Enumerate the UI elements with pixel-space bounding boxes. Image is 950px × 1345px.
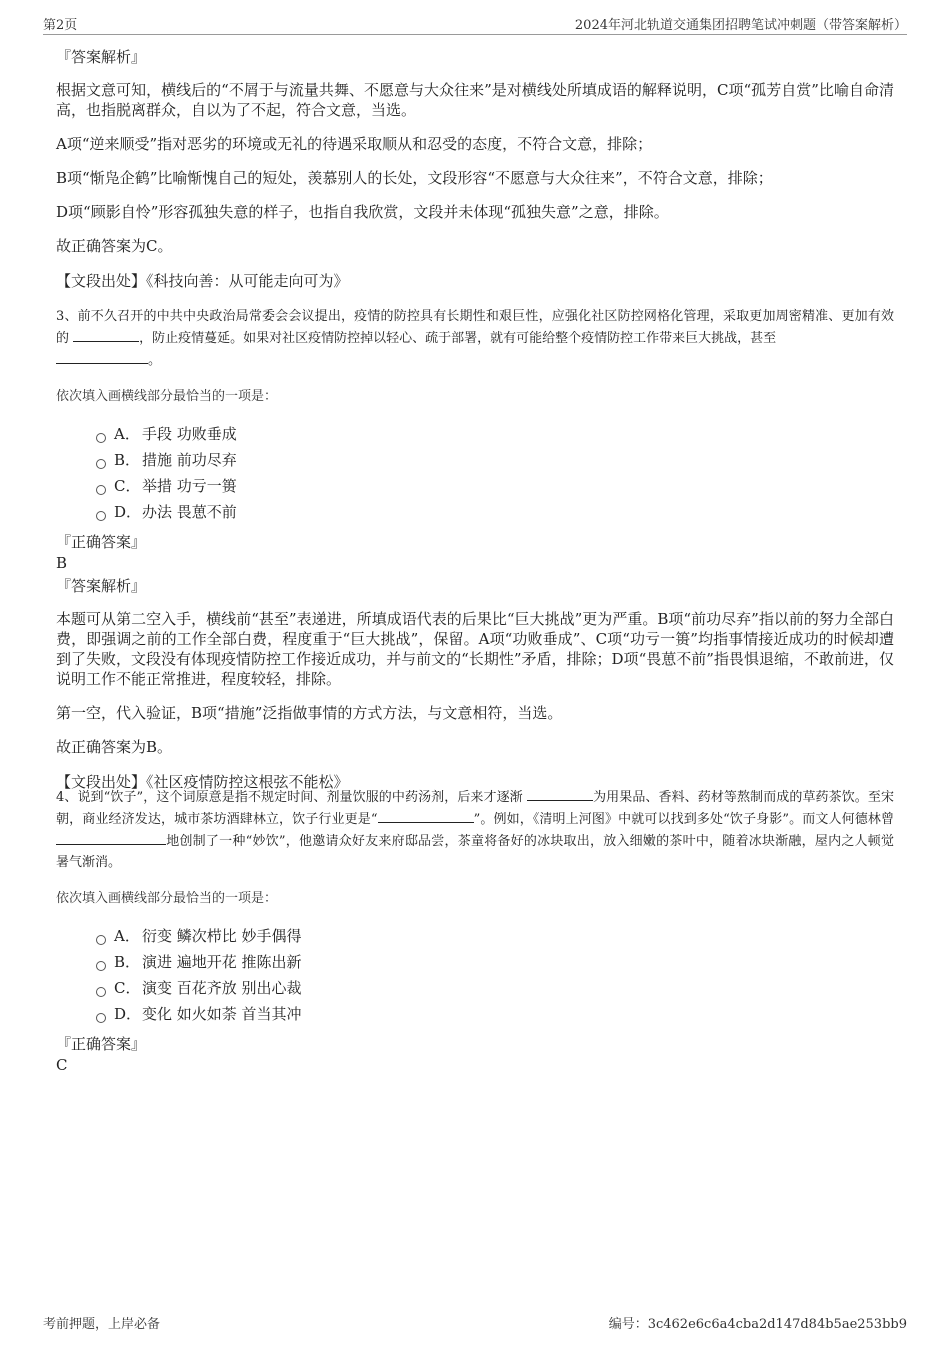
- correct-answer: C: [56, 1056, 68, 1074]
- option-text: 演变 百花齐放 别出心裁: [142, 979, 302, 997]
- question-text-part: 地创制了一种“妙饮”，他邀请众好友来府邸品尝，茶童将备好的冰块取出，放入细嫩的茶叶中，随着冰块渐融，屋内之人顿觉暑气渐消。: [56, 834, 894, 870]
- question-text-part: 3、前不久召开的中共中央政治局常委会会议提出，疫情的防控具有长期性和艰巨性，应强化社区防控网格化管理，采取更加周密精准、更加有效的: [56, 309, 894, 346]
- fill-blank: [527, 786, 593, 801]
- source-line: [56, 270, 894, 292]
- option-b[interactable]: [96, 949, 894, 975]
- source-prefix: 【文段出处】: [56, 773, 147, 791]
- fill-blank: [56, 830, 166, 845]
- code-value: 3c462e6c6a4cba2d147d84b5ae253bb9: [647, 1317, 907, 1332]
- source-title: 《科技向善：从可能走向可为》: [146, 272, 349, 290]
- page-header: [43, 12, 907, 35]
- analysis-paragraph: 第一空，代入验证，B项“措施”泛指做事情的方式方法，与文意相符，当选。: [56, 704, 563, 722]
- page-footer: [43, 1310, 907, 1334]
- option-text: 办法 畏葸不前: [142, 503, 237, 521]
- page-number: 第2页: [43, 18, 78, 33]
- radio-icon[interactable]: [96, 459, 106, 469]
- radio-icon[interactable]: [96, 961, 106, 971]
- question-4: [56, 786, 894, 1075]
- correct-answer-label: 『正确答案』: [56, 533, 147, 551]
- analysis-paragraph: 故正确答案为C。: [56, 237, 173, 255]
- source-prefix: 【文段出处】: [56, 272, 147, 290]
- question-text-part: 。: [148, 353, 162, 368]
- question-text-part: ”。例如，《清明上河图》中就可以找到多处“饮子身影”。而文人何德林曾: [473, 812, 894, 827]
- question-prompt: 依次填入画横线部分最恰当的一项是：: [56, 891, 278, 906]
- option-text: 衍变 鳞次栉比 妙手偶得: [142, 927, 302, 945]
- q2-analysis-section: [56, 44, 894, 292]
- option-letter: B．: [114, 953, 141, 971]
- analysis-paragraph: B项“惭凫企鹤”比喻惭愧自己的短处，羡慕别人的长处，文段形容“不愿意与大众往来”，不符合文意，排除；: [56, 169, 773, 187]
- question-text-part: 4、说到“饮子”，这个词原意是指不规定时间、剂量饮服的中药汤剂，后来才逐渐: [56, 790, 523, 805]
- option-letter: D．: [114, 503, 142, 521]
- radio-icon[interactable]: [96, 433, 106, 443]
- source-title: 《社区疫情防控这根弦不能松》: [146, 773, 349, 791]
- footer-slogan: 考前押题，上岸必备: [43, 1317, 161, 1332]
- analysis-paragraph: 根据文意可知，横线后的“不屑于与流量共舞、不愿意与大众往来”是对横线处所填成语的解释说明，C项“孤芳自赏”比喻自命清高，也指脱离群众，自以为了不起，符合文意，当选。: [56, 81, 894, 119]
- question-3: [56, 306, 894, 793]
- option-b[interactable]: [96, 447, 894, 473]
- option-letter: C．: [114, 477, 141, 495]
- option-text: 措施 前功尽弃: [142, 451, 237, 469]
- option-d[interactable]: [96, 1001, 894, 1027]
- option-letter: B．: [114, 451, 141, 469]
- document-code: [609, 1313, 907, 1332]
- options-list: [96, 923, 894, 1027]
- option-text: 手段 功败垂成: [142, 425, 237, 443]
- option-text: 演进 遍地开花 推陈出新: [142, 953, 302, 971]
- radio-icon[interactable]: [96, 511, 106, 521]
- correct-answer: B: [56, 554, 68, 572]
- option-c[interactable]: [96, 473, 894, 499]
- question-prompt: 依次填入画横线部分最恰当的一项是：: [56, 389, 278, 404]
- option-letter: C．: [114, 979, 141, 997]
- fill-blank: [378, 808, 474, 823]
- question-text-part: ，防止疫情蔓延。如果对社区疫情防控掉以轻心、疏于部署，就有可能给整个疫情防控工作带来巨大挑战，甚至: [139, 331, 777, 346]
- analysis-label: 『答案解析』: [56, 48, 147, 66]
- radio-icon[interactable]: [96, 987, 106, 997]
- correct-answer-label: 『正确答案』: [56, 1035, 147, 1053]
- option-c[interactable]: [96, 975, 894, 1001]
- question-text: [56, 306, 894, 371]
- option-text: 变化 如火如荼 首当其冲: [142, 1005, 302, 1023]
- option-letter: A．: [114, 927, 140, 945]
- analysis-paragraph: 故正确答案为B。: [56, 738, 173, 756]
- option-a[interactable]: [96, 421, 894, 447]
- option-d[interactable]: [96, 499, 894, 525]
- analysis-paragraph: A项“逆来顺受”指对恶劣的环境或无礼的待遇采取顺从和忍受的态度，不符合文意，排除；: [56, 135, 653, 153]
- code-label: 编号：: [608, 1317, 648, 1332]
- document-title: 2024年河北轨道交通集团招聘笔试冲刺题（带答案解析）: [574, 18, 907, 33]
- option-text: 举措 功亏一篑: [142, 477, 237, 495]
- radio-icon[interactable]: [96, 1013, 106, 1023]
- question-text: [56, 786, 894, 873]
- analysis-label: 『答案解析』: [56, 577, 147, 595]
- options-list: [96, 421, 894, 525]
- fill-blank: [56, 349, 148, 364]
- option-letter: A．: [114, 425, 140, 443]
- radio-icon[interactable]: [96, 935, 106, 945]
- option-a[interactable]: [96, 923, 894, 949]
- question-text-part: 为用果品、香料、药材等熬制而成的草药茶饮。至宋朝，商业经济发达，城市茶坊酒肆林立，饮子行业更是“: [56, 790, 894, 827]
- option-letter: D．: [114, 1005, 142, 1023]
- analysis-paragraph: 本题可从第二空入手，横线前“甚至”表递进，所填成语代表的后果比“巨大挑战”更为严重。B项“前功尽弃”指以前的努力全部白费，即强调之前的工作全部白费，程度重于“巨大挑战”，保留。A项“功败垂成”、C项“功亏一篑”均指事情接近成功的时候却遭到了失败，文段没有体现疫情防控工作接近成功，并与前文的“长期性”矛盾，排除；D项“畏葸不前”指畏惧退缩，不敢前进，仅说明工作不能正常推进，程度较轻，排除。: [56, 610, 894, 688]
- analysis-paragraph: D项“顾影自怜”形容孤独失意的样子，也指自我欣赏，文段并未体现“孤独失意”之意，排除。: [56, 203, 669, 221]
- radio-icon[interactable]: [96, 485, 106, 495]
- fill-blank: [73, 327, 139, 342]
